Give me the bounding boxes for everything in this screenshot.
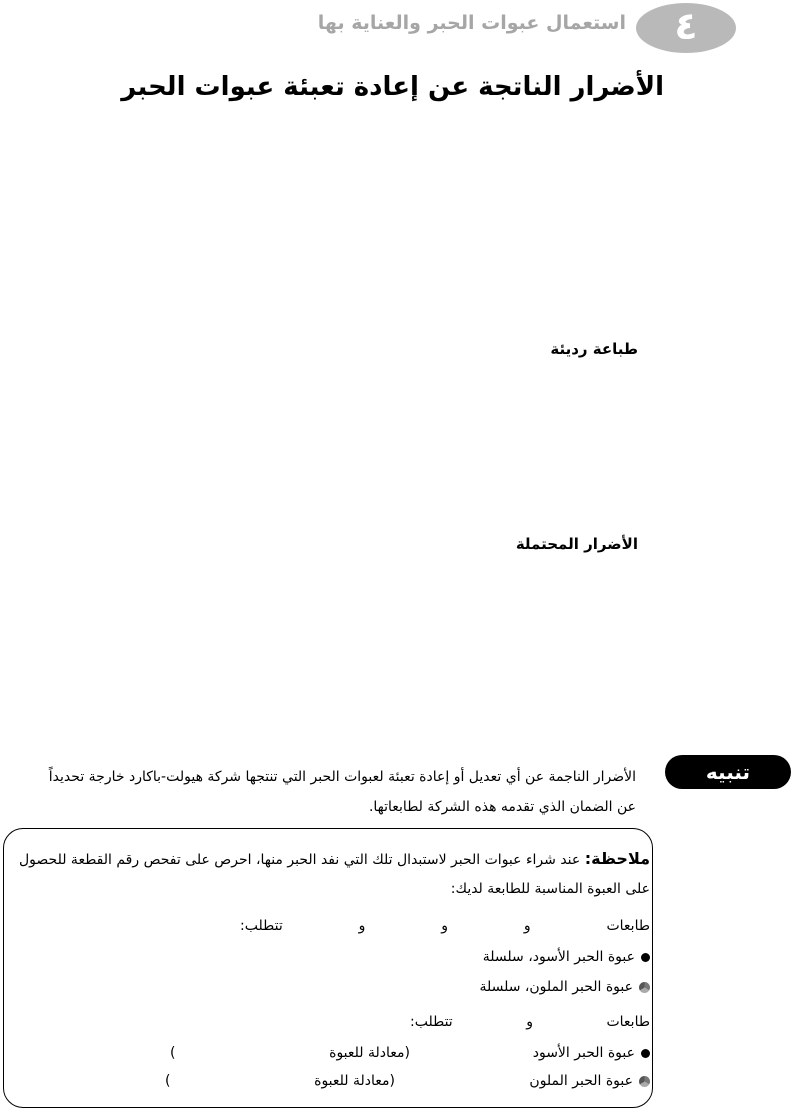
chapter-badge [636,3,736,53]
intro-word: و [358,918,366,934]
list-item [533,1045,650,1061]
chapter-number: ٤ [674,4,698,48]
caution-label: تنبيه [705,760,751,784]
list-item-label: عبوة الحبر الأسود [532,1045,635,1061]
equivalent-close: ) [165,1073,171,1089]
note-text: عند شراء عبوات الحبر لاستبدال تلك التي نفد الحبر منها، احرص على تفحص رقم القطعة للحصول على العبوة المناسبة للطابعة لديك: [19,852,650,897]
list-item [479,979,650,995]
list-item-label: عبوة الحبر الملون [529,1073,633,1089]
caution-badge [665,755,791,789]
printer-group-1-intro [240,918,650,934]
list-item [529,1073,650,1089]
list-item-label: عبوة الحبر الملون، سلسلة [479,979,633,995]
equivalent-close: ) [170,1045,176,1061]
note-paragraph [18,844,650,904]
color-cartridge-icon [639,982,650,993]
intro-word: و [523,918,531,934]
intro-word: طابعات [606,918,650,934]
equivalent-note [170,1045,410,1061]
note-label: ملاحظة: [584,849,650,868]
intro-word: و [441,918,448,934]
printer-group-2-intro [410,1014,650,1030]
black-cartridge-icon [641,1049,650,1058]
section-heading-poor-printing: طباعة رديئة [550,340,638,358]
equivalent-label: (معادلة للعبوة [329,1045,410,1061]
color-cartridge-icon [639,1076,650,1087]
intro-word: تتطلب: [240,918,283,934]
black-cartridge-icon [641,953,650,962]
intro-word: تتطلب: [410,1014,453,1030]
running-title: استعمال عبوات الحبر والعناية بها [317,12,626,34]
equivalent-note [165,1073,395,1089]
intro-word: طابعات [606,1014,650,1030]
list-item-label: عبوة الحبر الأسود، سلسلة [482,949,635,965]
intro-word: و [526,1014,533,1030]
equivalent-label: (معادلة للعبوة [314,1073,395,1089]
caution-text: الأضرار الناجمة عن أي تعديل أو إعادة تعبئة لعبوات الحبر التي تنتجها شركة هيولت-باكارد خارجة تحديداً عن الضمان الذي تقدمه هذه الشركة لطابعاتها. [48,769,636,815]
section-heading-potential-damage: الأضرار المحتملة [515,535,638,553]
page-title: الأضرار الناتجة عن إعادة تعبئة عبوات الحبر [121,72,664,102]
list-item [483,949,650,965]
